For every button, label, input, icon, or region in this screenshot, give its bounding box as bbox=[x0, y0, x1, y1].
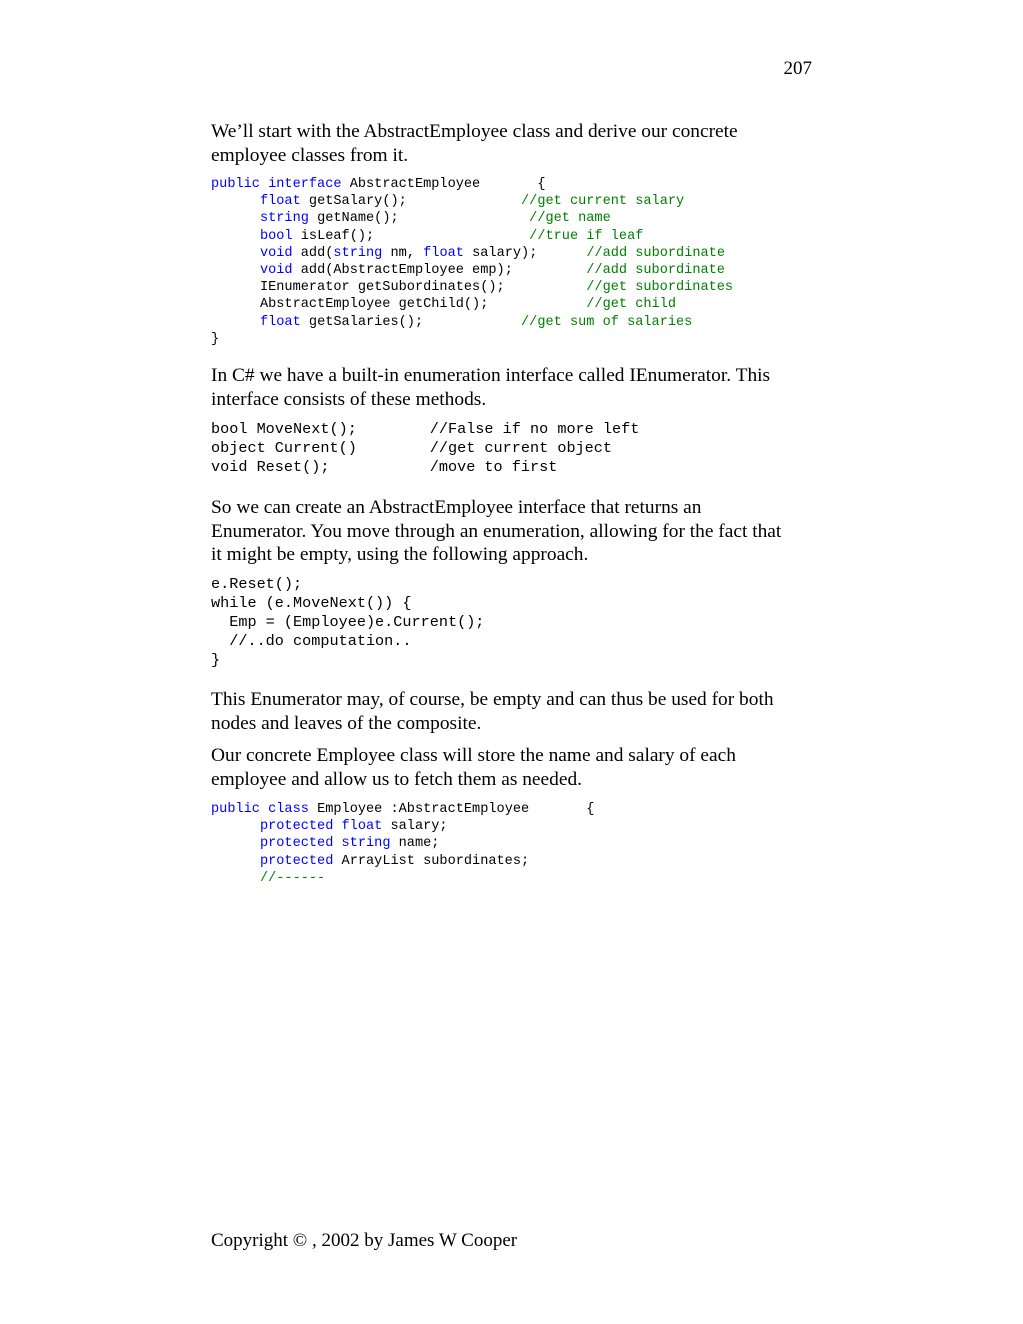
code-line bbox=[211, 651, 484, 670]
code-line bbox=[211, 818, 594, 835]
code-text: add(AbstractEmployee emp); bbox=[292, 263, 587, 279]
code-text: } bbox=[211, 651, 221, 669]
code-block-ienumerator-methods bbox=[211, 420, 639, 477]
code-text: e.Reset(); bbox=[211, 575, 303, 593]
code-text: AbstractEmployee getChild(); bbox=[211, 297, 587, 313]
code-comment: //get child bbox=[586, 297, 676, 313]
code-line bbox=[211, 279, 733, 296]
code-text: void Reset(); /move to first bbox=[211, 458, 558, 476]
code-text: getSalary(); bbox=[300, 194, 522, 210]
code-keyword: string bbox=[259, 211, 309, 227]
code-keyword: float bbox=[259, 314, 301, 330]
code-text: getSalaries(); bbox=[300, 314, 522, 330]
paragraph-empty-enumerator: This Enumerator may, of course, be empty and can thus be used for both nodes and leaves of the composite. bbox=[211, 689, 774, 734]
code-text: Emp = (Employee)e.Current(); bbox=[211, 613, 485, 631]
code-comment: //true if leaf bbox=[529, 228, 644, 244]
code-line bbox=[211, 210, 733, 227]
code-text: add( bbox=[292, 245, 334, 261]
code-line bbox=[211, 870, 594, 887]
code-text: getName(); bbox=[308, 211, 530, 227]
code-text: Employee :AbstractEmployee { bbox=[308, 802, 595, 817]
code-text: name; bbox=[390, 836, 440, 852]
code-text: nm, bbox=[382, 245, 424, 261]
code-line bbox=[211, 331, 733, 348]
code-text: } bbox=[211, 331, 220, 347]
code-line bbox=[211, 801, 594, 818]
code-keyword: protected string bbox=[259, 836, 391, 852]
code-text: isLeaf(); bbox=[292, 228, 530, 244]
code-line bbox=[211, 853, 594, 870]
code-line bbox=[211, 193, 733, 210]
code-line bbox=[211, 296, 733, 313]
code-line bbox=[211, 594, 484, 613]
code-text: salary); bbox=[463, 245, 587, 261]
code-line bbox=[211, 835, 594, 852]
code-keyword: bool bbox=[259, 228, 293, 244]
code-keyword: void bbox=[259, 263, 293, 279]
code-line bbox=[211, 228, 733, 245]
code-text: //..do computation.. bbox=[211, 632, 412, 650]
code-text bbox=[211, 211, 260, 226]
code-comment: //add subordinate bbox=[586, 263, 725, 279]
code-text bbox=[211, 871, 260, 886]
paragraph-intro: We’ll start with the AbstractEmployee class and derive our concrete employee classes from it. bbox=[211, 121, 738, 166]
code-text bbox=[211, 263, 260, 278]
code-keyword: public class bbox=[211, 802, 309, 817]
code-keyword: protected float bbox=[259, 819, 383, 835]
code-text bbox=[211, 229, 260, 244]
paragraph-enumeration-approach: So we can create an AbstractEmployee interface that returns an Enumerator. You move through an enumeration, allowing for the fact that it might be empty, using the following approach. bbox=[211, 497, 782, 565]
code-text: bool MoveNext(); //False if no more left bbox=[211, 420, 640, 438]
code-line bbox=[211, 613, 484, 632]
code-text: salary; bbox=[382, 819, 448, 835]
code-comment: //------ bbox=[259, 870, 326, 886]
code-block-abstract-employee bbox=[211, 176, 733, 348]
code-comment: //get subordinates bbox=[586, 280, 734, 296]
code-block-employee-class bbox=[211, 801, 594, 887]
code-text bbox=[211, 836, 260, 851]
code-text bbox=[211, 246, 260, 261]
code-keyword: void bbox=[259, 245, 293, 261]
code-comment: //add subordinate bbox=[586, 245, 725, 261]
code-comment: //get name bbox=[529, 211, 611, 227]
code-text bbox=[211, 854, 260, 869]
code-line bbox=[211, 439, 639, 458]
code-line bbox=[211, 575, 484, 594]
page-number: 207 bbox=[783, 58, 812, 79]
code-text: AbstractEmployee { bbox=[341, 177, 546, 192]
code-line bbox=[211, 262, 733, 279]
code-block-enumeration-loop bbox=[211, 575, 484, 670]
code-line bbox=[211, 245, 733, 262]
code-line bbox=[211, 458, 639, 477]
code-line bbox=[211, 176, 733, 193]
code-line bbox=[211, 314, 733, 331]
code-keyword: float bbox=[259, 194, 301, 210]
code-text: IEnumerator getSubordinates(); bbox=[211, 280, 587, 296]
code-comment: //get current salary bbox=[521, 194, 685, 210]
paragraph-ienumerator: In C# we have a built-in enumeration interface called IEnumerator. This interface consists of these methods. bbox=[211, 365, 771, 410]
paragraph-employee-class: Our concrete Employee class will store the name and salary of each employee and allow us to fetch them as needed. bbox=[211, 745, 736, 790]
code-keyword: float bbox=[423, 245, 464, 261]
code-text: while (e.MoveNext()) { bbox=[211, 594, 412, 612]
code-keyword: public interface bbox=[211, 177, 342, 192]
code-comment: //get sum of salaries bbox=[521, 314, 693, 330]
code-text: ArrayList subordinates; bbox=[333, 853, 530, 869]
code-text: object Current() //get current object bbox=[211, 439, 613, 457]
code-text bbox=[211, 819, 260, 834]
code-line bbox=[211, 420, 639, 439]
code-text bbox=[211, 315, 260, 330]
code-text bbox=[211, 194, 260, 209]
code-keyword: protected bbox=[259, 853, 334, 869]
code-line bbox=[211, 632, 484, 651]
copyright-footer: Copyright © , 2002 by James W Cooper bbox=[211, 1230, 518, 1251]
code-keyword: string bbox=[333, 245, 383, 261]
